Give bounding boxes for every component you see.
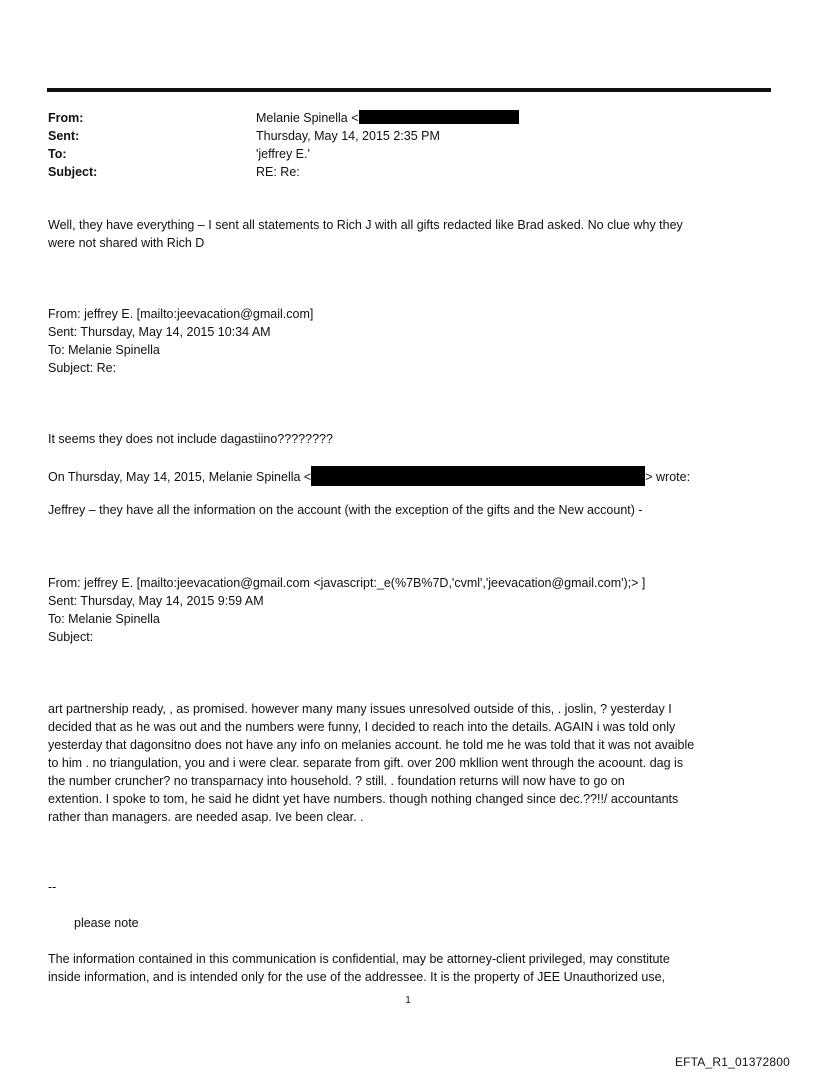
main-paragraph bbox=[48, 700, 770, 826]
quoted-subject: Subject: bbox=[48, 630, 94, 644]
please-note: please note bbox=[74, 916, 139, 930]
reply-line: Well, they have everything – I sent all statements to Rich J with all gifts redacted like Brad asked. No clue why they bbox=[48, 218, 683, 232]
reply-body bbox=[48, 216, 770, 252]
please-note-block bbox=[74, 914, 796, 932]
page-number: 1 bbox=[405, 995, 411, 1006]
signature-dash-block bbox=[48, 878, 770, 896]
paragraph-line: the number cruncher? no transparnacy into household. ? still. . foundation returns will now have to go on bbox=[48, 774, 625, 788]
to-value: 'jeffrey E.' bbox=[256, 147, 310, 161]
email-header bbox=[48, 109, 768, 181]
reply-line: were not shared with Rich D bbox=[48, 236, 205, 250]
paragraph-line: yesterday that dagonsitno does not have any info on melanies account. he told me he was told that it was not avaible bbox=[48, 738, 695, 752]
subject-label: Subject: bbox=[48, 165, 98, 179]
on-wrote-line bbox=[48, 466, 770, 484]
header-rule bbox=[47, 88, 771, 92]
sent-value: Thursday, May 14, 2015 2:35 PM bbox=[256, 129, 440, 143]
paragraph-line: rather than managers. are needed asap. Ive been clear. . bbox=[48, 810, 364, 824]
quoted1-body bbox=[48, 430, 770, 448]
quoted-from: From: jeffrey E. [mailto:jeevacation@gmail.com] bbox=[48, 307, 314, 321]
disclaimer-line: The information contained in this communication is confidential, may be attorney-client privileged, may constitute bbox=[48, 952, 670, 966]
quoted-to: To: Melanie Spinella bbox=[48, 612, 160, 626]
quoted-from: From: jeffrey E. [mailto:jeevacation@gmail.com <javascript:_e(%7B%7D,'cvml','jeevacation@gmail.com');> ] bbox=[48, 576, 646, 590]
subject-row bbox=[48, 163, 768, 181]
from-sender: Melanie Spinella < bbox=[256, 111, 359, 125]
from-label: From: bbox=[48, 111, 84, 125]
disclaimer-line: inside information, and is intended only for the use of the addressee. It is the property of JEE Unauthorized use, bbox=[48, 970, 666, 984]
to-label: To: bbox=[48, 147, 67, 161]
on-wrote-prefix: On Thursday, May 14, 2015, Melanie Spinella < bbox=[48, 470, 312, 484]
paragraph-line: extention. I spoke to tom, he said he didnt yet have numbers. though nothing changed since dec.??!!/ accountants bbox=[48, 792, 679, 806]
on-wrote-suffix: > wrote: bbox=[645, 470, 691, 484]
redaction-box bbox=[359, 110, 519, 124]
sent-row bbox=[48, 127, 768, 145]
quoted-sent: Sent: Thursday, May 14, 2015 9:59 AM bbox=[48, 594, 264, 608]
redaction-box bbox=[311, 466, 645, 486]
quoted-header-1 bbox=[48, 305, 770, 377]
jeffrey-line: Jeffrey – they have all the information on the account (with the exception of the gifts and the New account) - bbox=[48, 503, 643, 517]
paragraph-line: decided that as he was out and the numbers were funny, I decided to reach into the details. AGAIN i was told only bbox=[48, 720, 676, 734]
to-row bbox=[48, 145, 768, 163]
from-row bbox=[48, 109, 768, 127]
document-reference: EFTA_R1_01372800 bbox=[674, 1055, 790, 1069]
on-wrote bbox=[48, 466, 770, 484]
quoted-sent: Sent: Thursday, May 14, 2015 10:34 AM bbox=[48, 325, 271, 339]
paragraph-line: to him . no triangulation, you and i were clear. separate from gift. over 200 mkllion went through the acoount. dag is bbox=[48, 756, 684, 770]
signature-dash: -- bbox=[48, 880, 57, 894]
paragraph-line: art partnership ready, , as promised. however many many issues unresolved outside of this, . joslin, ? yesterday I bbox=[48, 702, 672, 716]
jeffrey-line-block bbox=[48, 501, 770, 519]
quoted1-line: It seems they does not include dagastiino???????? bbox=[48, 432, 333, 446]
quoted-to: To: Melanie Spinella bbox=[48, 343, 160, 357]
quoted-header-2 bbox=[48, 574, 770, 646]
from-value bbox=[256, 109, 768, 127]
disclaimer bbox=[48, 950, 770, 986]
sent-label: Sent: bbox=[48, 129, 80, 143]
quoted-subject: Subject: Re: bbox=[48, 361, 117, 375]
subject-value: RE: Re: bbox=[256, 165, 300, 179]
